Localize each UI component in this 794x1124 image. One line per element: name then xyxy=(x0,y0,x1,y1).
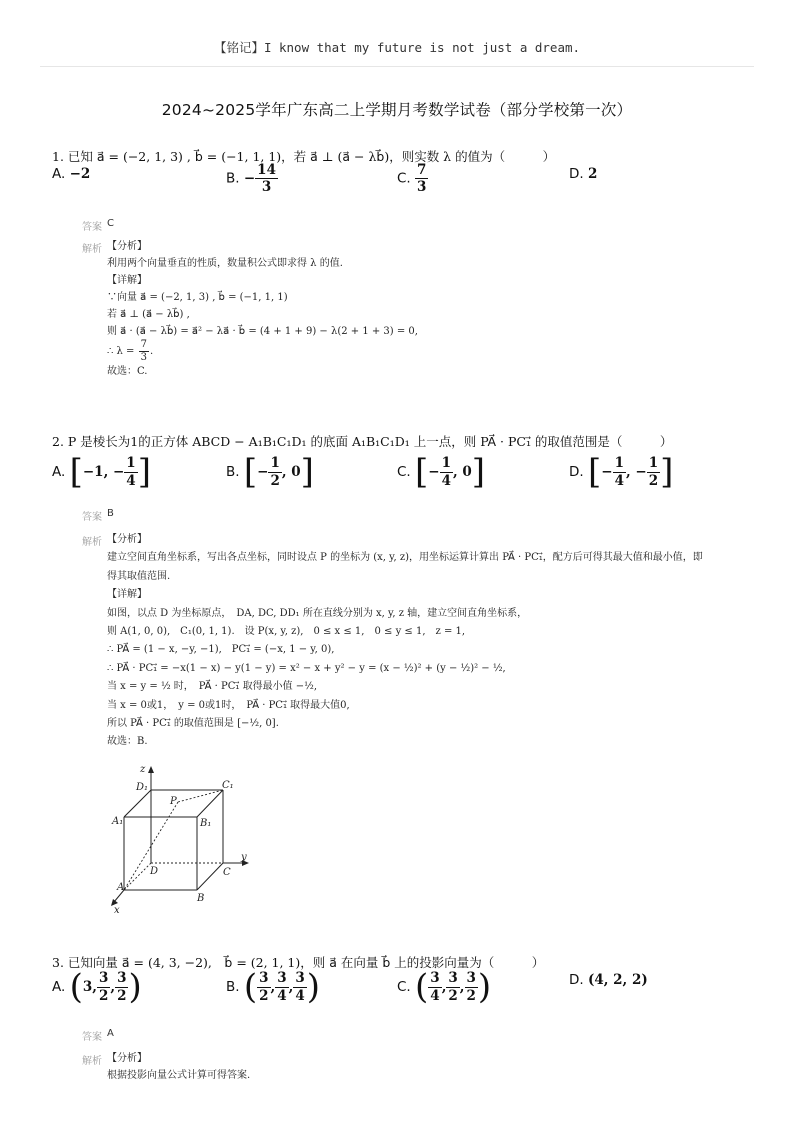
edge-b-c xyxy=(197,863,223,890)
q2-sol-line: 当 x = y = ½ 时， PA⃗ · PC₁⃗ 取得最小值 −½, xyxy=(107,681,317,693)
q2-d-mid: , − xyxy=(625,464,647,480)
q1-option-a[interactable]: A. −2 xyxy=(52,166,91,182)
q2-sol-line: ∴ PA⃗ = (1 − x, −y, −1), PC₁⃗ = (−x, 1 − y, 0), xyxy=(107,644,335,656)
q2-analysis-label: 解析 xyxy=(82,537,102,548)
cube-coordinate-figure xyxy=(100,762,270,917)
q2-a-den: 4 xyxy=(126,472,136,489)
q2-sol-line: 故选：B. xyxy=(107,736,148,748)
q3-sol-line: 【分析】 xyxy=(107,1053,147,1064)
q1-answer-label: 答案 xyxy=(82,222,102,233)
q1-sol-lambda-prefix: ∴ λ = xyxy=(107,346,138,357)
q1-option-c-num: 7 xyxy=(417,162,427,178)
q2-sol-line: 当 x = 0或1， y = 0或1时， PA⃗ · PC₁⃗ 取得最大值0, xyxy=(107,699,350,711)
label-c: C xyxy=(223,867,231,878)
label-d1: D₁ xyxy=(136,782,149,793)
q2-d-den2: 2 xyxy=(648,472,659,489)
q1-analysis-label: 解析 xyxy=(82,244,102,255)
q2-sol-line: 建立空间直角坐标系，写出各点坐标，同时设点 P 的坐标为 (x, y, z)，用坐标运算计算出 PA⃗ · PC₁⃗，配方后可得其最大值和最小值，即 xyxy=(107,552,703,564)
q2-option-d[interactable]: D. [− $\frac{1}{4}$ , − $\frac{1}{2}$ ] xyxy=(569,452,674,492)
q1-stem: 1. 已知 a⃗ = (−2, 1, 3) , b⃗ = (−1, 1, 1)，若 a⃗ ⊥ (a⃗ − λb⃗)，则实数 λ 的值为（ ） xyxy=(52,149,556,164)
q2-sol-line: ∴ PA⃗ · PC₁⃗ = −x(1 − x) − y(1 − y) = x² − x + y² − y = (x − ½)² + (y − ½)² − ½, xyxy=(107,662,506,674)
q3-d-value: (4, 2, 2) xyxy=(587,972,648,988)
q2-d-num1: 1 xyxy=(614,455,624,472)
q2-c-right: , 0 xyxy=(453,464,472,480)
q1-option-b-den: 3 xyxy=(261,179,272,196)
q3-sol-line: 根据投影向量公式计算可得答案. xyxy=(107,1070,251,1081)
q2-solution xyxy=(107,531,703,752)
q3-answer-label: 答案 xyxy=(82,1032,102,1043)
q1-option-c[interactable]: C. $\frac{7}{3}$ xyxy=(397,162,427,196)
exam-title: 2024~2025学年广东高二上学期月考数学试卷（部分学校第一次） xyxy=(161,101,633,119)
q2-b-den: 2 xyxy=(270,472,280,489)
q2-b-num: 1 xyxy=(270,455,280,472)
q1-option-b[interactable]: B. − $\frac{14}{3}$ xyxy=(226,162,276,196)
q3-analysis-label: 解析 xyxy=(82,1056,102,1067)
q2-d-left: − xyxy=(601,464,613,480)
label-y: y xyxy=(241,852,247,863)
label-b1: B₁ xyxy=(200,818,212,829)
edge-a1-d1 xyxy=(124,790,151,817)
segment-p-c1 xyxy=(178,790,223,802)
q2-sol-line: 得其取值范围. xyxy=(107,570,171,582)
page-header: 【铭记】I know that my future is not just a dream. xyxy=(213,40,581,55)
q2-a-num: 1 xyxy=(126,455,136,472)
header-divider xyxy=(40,66,754,67)
q1-sol-line: 利用两个向量垂直的性质，数量积公式即求得 λ 的值. xyxy=(107,258,343,269)
label-b: B xyxy=(197,893,205,904)
q1-option-b-sign: − xyxy=(243,170,256,187)
q1-sol-line: 【详解】 xyxy=(107,275,147,286)
q1-sol-line: 故选：C. xyxy=(107,366,148,377)
q3-option-d[interactable]: D. (4, 2, 2) xyxy=(569,972,648,988)
q2-b-left: − xyxy=(257,464,269,480)
label-a: A xyxy=(117,882,125,893)
q3-answer: A xyxy=(107,1028,114,1039)
q2-stem: 2. P 是棱长为1的正方体 ABCD − A₁B₁C₁D₁ 的底面 A₁B₁C₁D₁ 上一点，则 PA⃗ · PC₁⃗ 的取值范围是（ ） xyxy=(52,434,673,449)
q3-solution xyxy=(107,1050,250,1084)
q2-b-right: , 0 xyxy=(281,464,301,480)
q2-c-den: 4 xyxy=(441,472,451,489)
q1-option-b-num: 14 xyxy=(257,162,276,178)
label-d: D xyxy=(150,866,159,877)
q1-lambda-den: 3 xyxy=(140,352,147,363)
q3-a-x: 3 xyxy=(82,979,93,995)
q2-c-left: − xyxy=(428,464,440,480)
q3-option-b[interactable]: B. ( $\frac{3}{2}$ , $\frac{3}{4}$ , $\frac{3}{4}$ ) xyxy=(226,967,321,1007)
q2-sol-line: 则 A(1, 0, 0), C₁(0, 1, 1). 设 P(x, y, z), 0 ≤ x ≤ 1, 0 ≤ y ≤ 1, z = 1, xyxy=(107,626,466,638)
q1-answer: C xyxy=(107,218,114,229)
q2-answer-label: 答案 xyxy=(82,512,102,523)
q2-d-num2: 1 xyxy=(648,455,659,472)
q2-option-b[interactable]: B. [− $\frac{1}{2}$ , 0] xyxy=(226,452,314,492)
q2-sol-line: 【详解】 xyxy=(107,589,147,601)
q1-lambda-num: 7 xyxy=(140,339,147,350)
label-p: P xyxy=(170,796,177,807)
q1-sol-line: 若 a⃗ ⊥ (a⃗ − λb⃗) , xyxy=(107,309,190,320)
q1-option-d[interactable]: D. 2 xyxy=(569,166,598,182)
q1-solution xyxy=(107,238,418,380)
q1-sol-line: 则 a⃗ · (a⃗ − λb⃗) = a⃗² − λa⃗ · b⃗ = (4 + 1 + 9) − λ(2 + 1 + 3) = 0, xyxy=(107,326,418,337)
q3-option-a[interactable]: A. (3, $\frac{3}{2}$ , $\frac{3}{2}$ ) xyxy=(52,967,142,1007)
q1-sol-line: 【分析】 xyxy=(107,241,147,252)
q2-d-den1: 4 xyxy=(614,472,624,489)
q1-option-d-value: 2 xyxy=(587,166,598,182)
q2-c-num: 1 xyxy=(441,455,451,472)
q2-sol-line: 如图，以点 D 为坐标原点， DA, DC, DD₁ 所在直线分别为 x, y, z 轴，建立空间直角坐标系， xyxy=(107,607,528,619)
q2-option-c[interactable]: C. [− $\frac{1}{4}$ , 0] xyxy=(397,452,486,492)
z-arrow-icon xyxy=(148,766,154,773)
label-x: x xyxy=(114,905,120,916)
hidden-edge-d-a xyxy=(124,863,151,890)
q2-option-a[interactable]: A. [−1, − $\frac{1}{4}$ ] xyxy=(52,452,151,492)
q1-sol-line: ∵向量 a⃗ = (−2, 1, 3) , b⃗ = (−1, 1, 1) xyxy=(107,292,288,303)
label-c1: C₁ xyxy=(222,780,234,791)
q1-sol-lambda-line: ∴ λ = $\frac{7}{3}$ . xyxy=(107,339,154,363)
q2-a-left: −1, − xyxy=(82,464,125,480)
q3-option-c[interactable]: C. ( $\frac{3}{4}$ , $\frac{3}{2}$ , $\frac{3}{2}$ ) xyxy=(397,967,492,1007)
q1-option-a-value: −2 xyxy=(69,166,91,182)
q2-sol-line: 【分析】 xyxy=(107,534,147,545)
q2-sol-line: 所以 PA⃗ · PC₁⃗ 的取值范围是 [−½, 0]. xyxy=(107,718,279,730)
label-z: z xyxy=(140,764,146,775)
edge-b1-c1 xyxy=(197,790,223,817)
q2-answer: B xyxy=(107,508,114,519)
label-a1: A₁ xyxy=(112,816,124,827)
q1-option-c-den: 3 xyxy=(417,179,427,196)
q3-stem: 3. 已知向量 a⃗ = (4, 3, −2), b⃗ = (2, 1, 1)，则 a⃗ 在向量 b⃗ 上的投影向量为（ ） xyxy=(52,955,545,970)
